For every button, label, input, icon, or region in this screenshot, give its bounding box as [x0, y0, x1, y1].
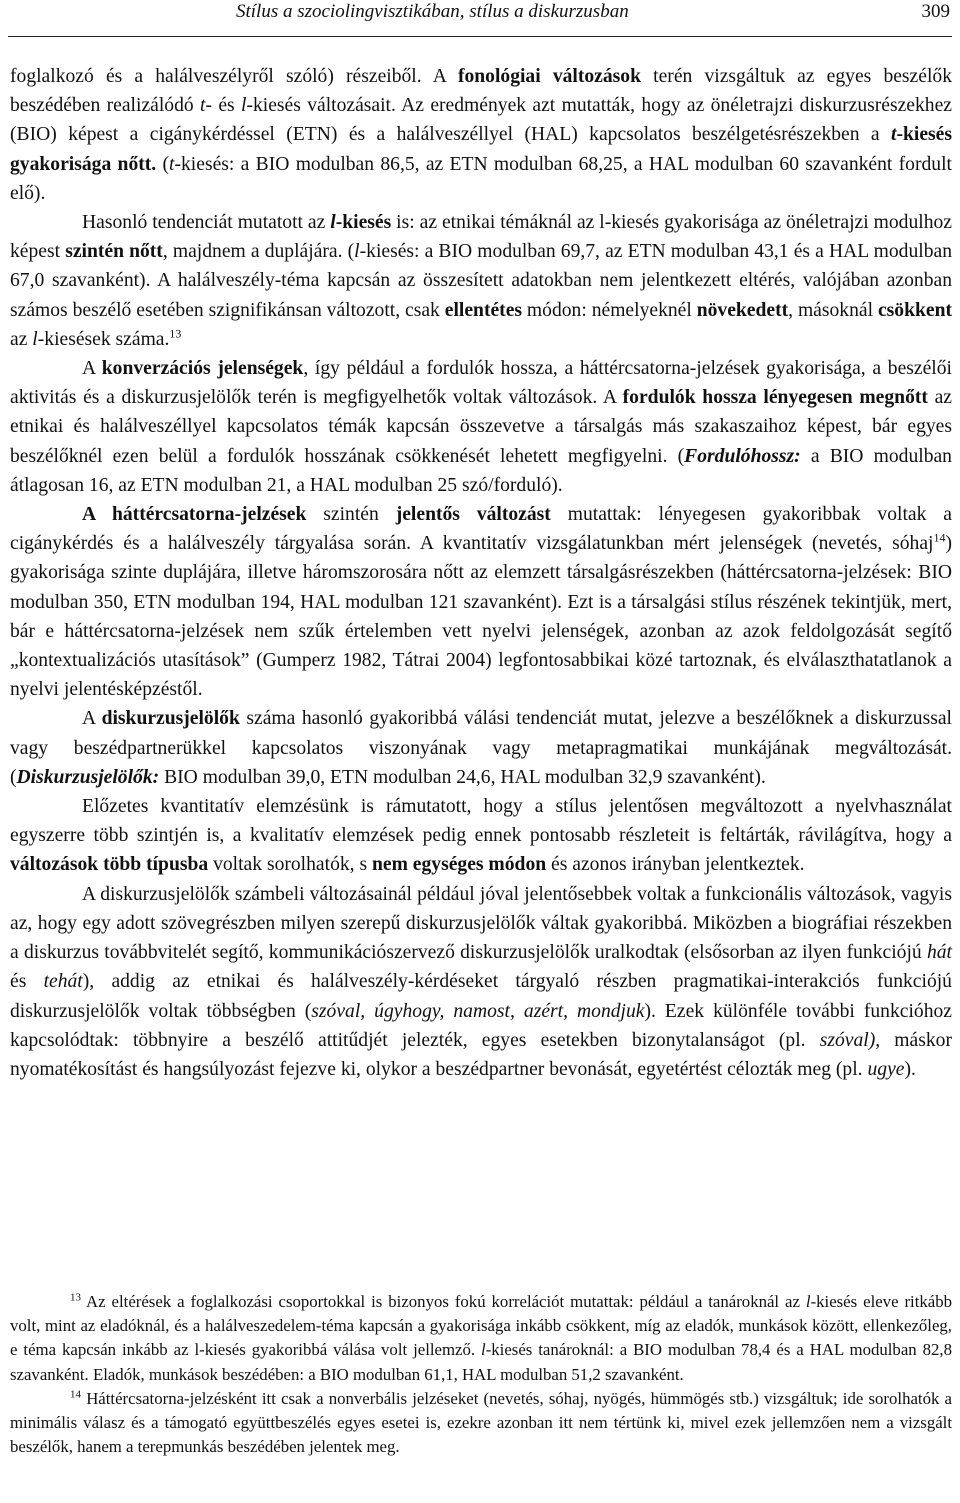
- page-number: 309: [921, 1, 950, 22]
- text-run: -kiesés: a BIO modulban 69,7, az ETN modulban 43,1 és a HAL modulban 67,0 szavanként). A halálveszély-téma kapcsán az összesített adatokban nem jelentkezett eltérés, valójában azonban számos beszélő esetében szignifikánsan változott, csak: [10, 241, 952, 321]
- italic-term: l: [354, 241, 360, 263]
- text-run: , majdnem a duplájára. (: [162, 241, 355, 263]
- italic-term: t: [200, 95, 206, 117]
- text-run: A: [82, 708, 102, 730]
- emphasis: [330, 212, 391, 233]
- text-run: voltak sorolhatók, s: [208, 854, 372, 876]
- text-run: módon: némelyeknél: [522, 299, 697, 321]
- paragraph-6: [10, 792, 952, 880]
- footnotes: [10, 1290, 952, 1459]
- emphasis: jelentős változást: [395, 504, 551, 526]
- text-run: mutattak: lényegesen gyakoribbak voltak a cigánykérdés és a halálveszély tárgyalása során. A kvantitatív vizsgálatunkban mért jelenségek (nevetés, sóhaj: [10, 504, 953, 555]
- paragraph-3: [10, 354, 952, 500]
- emphasis: A háttércsatorna-jelzések: [82, 504, 307, 526]
- emphasis: diskurzusjelölők: [101, 708, 240, 730]
- text-run: foglalkozó és a halálveszélyről szóló) részeiből. A: [10, 66, 458, 87]
- italic-term: l: [481, 1340, 486, 1360]
- paragraph-4: [10, 500, 952, 704]
- paragraph-7: [10, 880, 952, 1084]
- text-run: -kiesés: [335, 212, 392, 234]
- text-run: száma hasonló gyakoribbá válási tendenciát mutat, jelezve a beszélőknek a diskurzussal vagy beszédpartnerükkel kapcsolatos viszonyának vagy metapragmatikai munkájának megváltozását. (: [10, 708, 952, 788]
- text-run: a BIO modulban átlagosan 16, az ETN modulban 21, a HAL modulban 25 szó/forduló).: [10, 445, 952, 496]
- emphasis: [17, 767, 160, 788]
- text-run: és: [10, 971, 44, 993]
- text-run: -kiesés változásait. Az eredmények azt mutatták, hogy az önéletrajzi diskurzusrészekhez (BIO) képest a cigánykérdéssel (ETN) és a halálveszéllyel (HAL) kapcsolatos beszélgetésrészekben a: [10, 95, 952, 146]
- text-run: A: [82, 358, 102, 380]
- emphasis: ellentétes: [444, 299, 523, 321]
- footnote-ref-13[interactable]: 13: [169, 326, 182, 341]
- running-title: Stílus a szociolingvisztikában, stílus a diskurzusban: [236, 1, 629, 22]
- italic-term: tehát: [43, 971, 83, 993]
- text-run: ) gyakorisága szinte duplájára, illetve háromszorosára nőtt az elemzett társalgásrészekben (háttércsatorna-jelzések: BIO modulban 350, ETN modulban 194, HAL modulban 121 szavanként). Ezt is a társalgási stílus részének tekintjük, mert, bár e háttércsatorna-jelzések nem szűk értelemben vett nyelvi jelenségek, azonban az azok feldolgozását segítő „kontextualizációs utasítások” (Gumperz 1982, Tátrai 2004) legfontosabbikai közé tartoznak, és elválaszthatatlanok a nyelvi jelentésképzéstől.: [10, 533, 952, 701]
- text-run: -kiesés gyakorisága nőtt.: [10, 124, 952, 175]
- text-run: BIO modulban 39,0, ETN modulban 24,6, HAL modulban 32,9 szavanként).: [159, 766, 766, 788]
- text-run: terén vizsgáltuk az egyes beszélők beszédében realizálódó: [10, 66, 952, 117]
- text-run: -kiesés: a BIO modulban 86,5, az ETN modulban 68,25, a HAL modulban 60 szavanként fordult elő).: [10, 153, 952, 204]
- italic-term: Fordulóhossz:: [684, 445, 801, 467]
- italic-term: szóval): [819, 1029, 876, 1051]
- footnote-14: [10, 1387, 952, 1460]
- text-run: (: [156, 153, 170, 175]
- text-run: az: [10, 328, 33, 350]
- italic-term: hát: [926, 942, 952, 964]
- italic-term: ugye: [867, 1058, 905, 1080]
- paragraph-1: [10, 62, 952, 208]
- emphasis: nem egységes módon: [371, 854, 547, 876]
- emphasis: csökkent: [877, 299, 952, 321]
- text-run: szintén: [306, 504, 396, 526]
- emphasis: növekedett: [696, 299, 789, 321]
- text-run: , így például a fordulók hossza, a háttércsatorna-jelzések gyakorisága, a beszélői aktivitás és a diskurzusjelölők terén is megfigyelhetők voltak változások. A: [10, 358, 952, 409]
- emphasis: [684, 446, 801, 467]
- footnote-ref-14[interactable]: 14: [933, 530, 946, 545]
- paragraph-5: [10, 704, 952, 792]
- text-run: -kiesések száma.: [37, 328, 170, 350]
- text-run: Háttércsatorna-jelzésként itt csak a nonverbális jelzéseket (nevetés, sóhaj, nyögés, hümmögés stb.) vizsgáltuk; ide sorolhatók a minimális válasz és a támogató együttbeszélés egyes esetei is, ezekre azonban itt nem tértünk ki, mivel ezek jellemzően nem a vizsgált beszélők, hanem a terepmunkás beszédében jelentek meg.: [10, 1388, 952, 1457]
- text-run: , máskor nyomatékosítást és hangsúlyozást fejezve ki, olykor a beszédpartner bevonását, egyetértést célozták meg (pl.: [10, 1029, 952, 1080]
- text-run: A diskurzusjelölők számbeli változásainál például jóval jelentősebbek voltak a funkcionális változások, vagyis az, hogy egy adott szövegrészben milyen szerepű diskurzusjelölők váltak gyakoribbá. Miközben a biográfiai részekben a diskurzus továbbvitelét segítő, kommunikációszervező diskurzusjelölők uralkodtak (elsősorban az ilyen funkciójú: [10, 883, 952, 964]
- text-run: is: az etnikai témáknál az l-kiesés gyakorisága az önéletrajzi modulhoz képest: [10, 212, 952, 263]
- italic-term: l: [805, 1292, 811, 1311]
- italic-term: szóval, úgyhogy, namost, azért, mondjuk: [311, 1000, 645, 1022]
- main-text: [10, 62, 952, 1084]
- text-run: ), addig az etnikai és halálveszély-kérdéseket tárgyaló részben pragmatikai-interakciós funkciójú diskurzusjelölők voltak többségben (: [10, 971, 952, 1022]
- text-run: - és: [205, 95, 241, 117]
- text-run: az etnikai és halálveszéllyel kapcsolatos témák kapcsán összevetve a társalgás más szakaszaihoz képest, bár egyes beszélőknél ezen belül a fordulók hosszának csökkenését lehetett megfigyelni. (: [10, 387, 953, 467]
- italic-term: l: [241, 95, 247, 117]
- footnote-number: 14: [70, 1388, 81, 1401]
- text-run: -kiesés eleve ritkább volt, mint az eladóknál, és a halálveszedelem-téma kapcsán a gyakorisága inkább csökkent, míg az eladók, munkások között, ellenkezőleg, e téma kapcsán inkább az l-kiesés gyakoribbá válása volt jellemző.: [10, 1292, 952, 1360]
- italic-term: t: [891, 124, 897, 146]
- emphasis: szintén nőtt: [65, 241, 163, 263]
- italic-term: Diskurzusjelölők:: [16, 766, 160, 788]
- paragraph-2: [10, 208, 952, 354]
- text-run: -kiesés tanároknál: a BIO modulban 78,4 és a HAL modulban 82,8 szavanként. Eladók, munkások beszédében: a BIO modulban 61,1, HAL modulban 51,2 szavanként.: [10, 1340, 952, 1384]
- text-run: Előzetes kvantitatív elemzésünk is rámutatott, hogy a stílus jelentősen megváltozott a nyelvhasználat egyszerre több szintjén is, a kvalitatív elemzések pedig ennek pontosabb részleteit is feltárták, rávilágítva, hogy a: [10, 796, 952, 847]
- emphasis: fordulók hossza lényegesen megnőtt: [622, 387, 928, 409]
- running-header: [8, 0, 952, 37]
- italic-term: l: [32, 328, 38, 350]
- text-run: ). Ezek különféle további funkcióhoz kapcsolódtak: többnyire a beszélő attitűdjét jelezték, egyes esetekben bizonytalanságot (pl.: [10, 1000, 953, 1051]
- italic-term: t: [169, 153, 175, 175]
- emphasis: változások több típusba: [10, 854, 209, 876]
- footnote-number: 13: [70, 1291, 81, 1304]
- text-run: és azonos irányban jelentkeztek.: [546, 854, 805, 876]
- text-run: Hasonló tendenciát mutatott az: [82, 212, 331, 234]
- emphasis: fonológiai változások: [457, 66, 641, 87]
- italic-term: l: [330, 212, 336, 234]
- text-run: ).: [904, 1058, 916, 1080]
- text-run: , másoknál: [788, 299, 878, 321]
- emphasis: konverzációs jelenségek: [101, 358, 304, 380]
- text-run: Az eltérések a foglalkozási csoportokkal is bizonyos fokú korrelációt mutattak: például a tanároknál az: [81, 1292, 806, 1311]
- footnote-13: [10, 1290, 952, 1387]
